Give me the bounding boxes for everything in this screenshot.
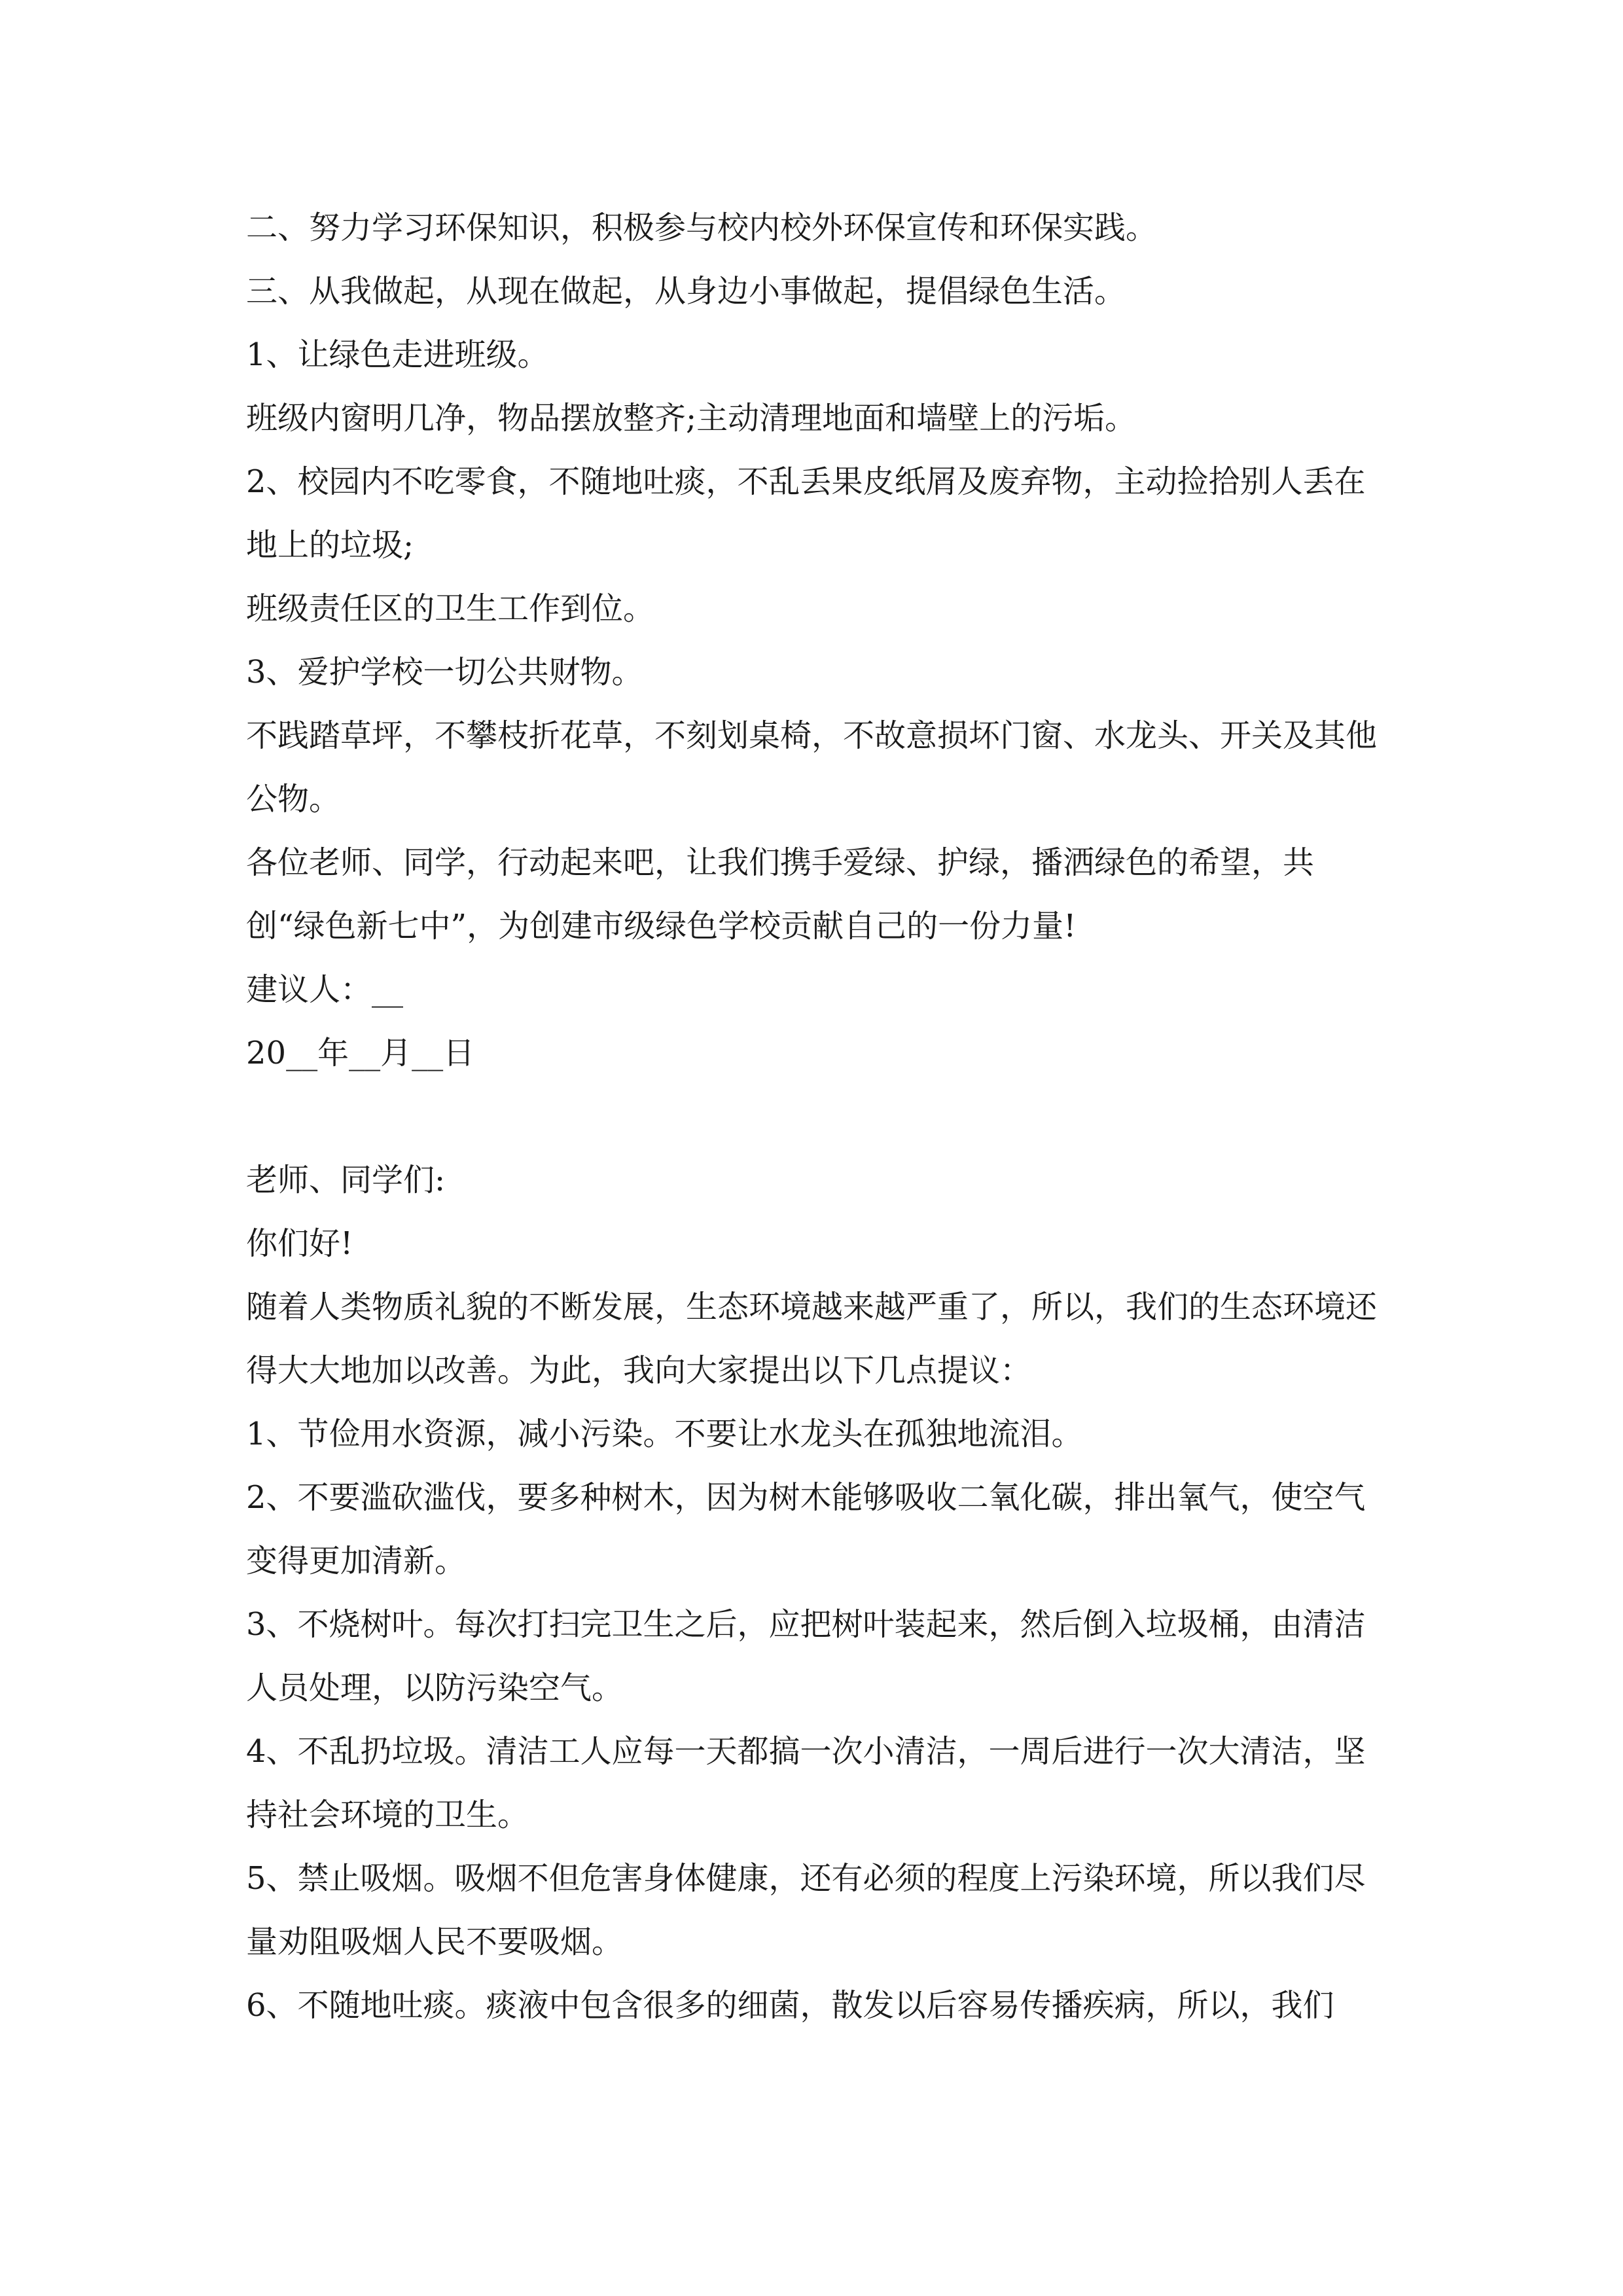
signature-line: 建议人：__ — [246, 971, 404, 1008]
paragraph: 不践踏草坪，不攀枝折花草，不刻划桌椅，不故意损坏门窗、水龙头、开关及其他公物。 — [246, 717, 1378, 817]
document-body — [246, 196, 1385, 2037]
greeting: 你们好! — [246, 1225, 353, 1262]
paragraph: 6、不随地吐痰。痰液中包含很多的细菌，散发以后容易传播疾病，所以，我们 — [246, 1987, 1334, 2024]
paragraph: 4、不乱扔垃圾。清洁工人应每一天都搞一次小清洁，一周后进行一次大清洁，坚持社会环境的卫生。 — [246, 1733, 1366, 1833]
paragraph: 班级责任区的卫生工作到位。 — [246, 590, 655, 627]
paragraph: 三、从我做起，从现在做起，从身边小事做起，提倡绿色生活。 — [246, 273, 1126, 310]
paragraph: 1、节俭用水资源，减小污染。不要让水龙头在孤独地流泪。 — [246, 1416, 1083, 1452]
paragraph: 3、不烧树叶。每次打扫完卫生之后，应把树叶装起来，然后倒入垃圾桶，由清洁人员处理，以防污染空气。 — [246, 1606, 1366, 1706]
paragraph: 二、努力学习环保知识，积极参与校内校外环保宣传和环保实践。 — [246, 209, 1158, 246]
paragraph: 3、爱护学校一切公共财物。 — [246, 654, 643, 691]
paragraph: 随着人类物质礼貌的不断发展，生态环境越来越严重了，所以，我们的生态环境还得大大地加以改善。为此，我向大家提出以下几点提议： — [246, 1289, 1378, 1389]
section-gap — [246, 1085, 1385, 1149]
salutation: 老师、同学们: — [246, 1162, 446, 1198]
paragraph: 班级内窗明几净，物品摆放整齐;主动清理地面和墙壁上的污垢。 — [246, 400, 1137, 437]
paragraph: 1、让绿色走进班级。 — [246, 336, 549, 373]
paragraph: 2、校园内不吃零食，不随地吐痰，不乱丢果皮纸屑及废弃物，主动捡拾别人丢在地上的垃圾; — [246, 463, 1366, 564]
paragraph: 各位老师、同学，行动起来吧，让我们携手爱绿、护绿，播洒绿色的希望，共创“绿色新七中”，为创建市级绿色学校贡献自己的一份力量! — [246, 844, 1315, 944]
date-line: 20__年__月__日 — [246, 1035, 475, 1071]
paragraph: 5、禁止吸烟。吸烟不但危害身体健康，还有必须的程度上污染环境，所以我们尽量劝阻吸烟人民不要吸烟。 — [246, 1860, 1366, 1960]
paragraph: 2、不要滥砍滥伐，要多种树木，因为树木能够吸收二氧化碳，排出氧气，使空气变得更加清新。 — [246, 1479, 1366, 1579]
